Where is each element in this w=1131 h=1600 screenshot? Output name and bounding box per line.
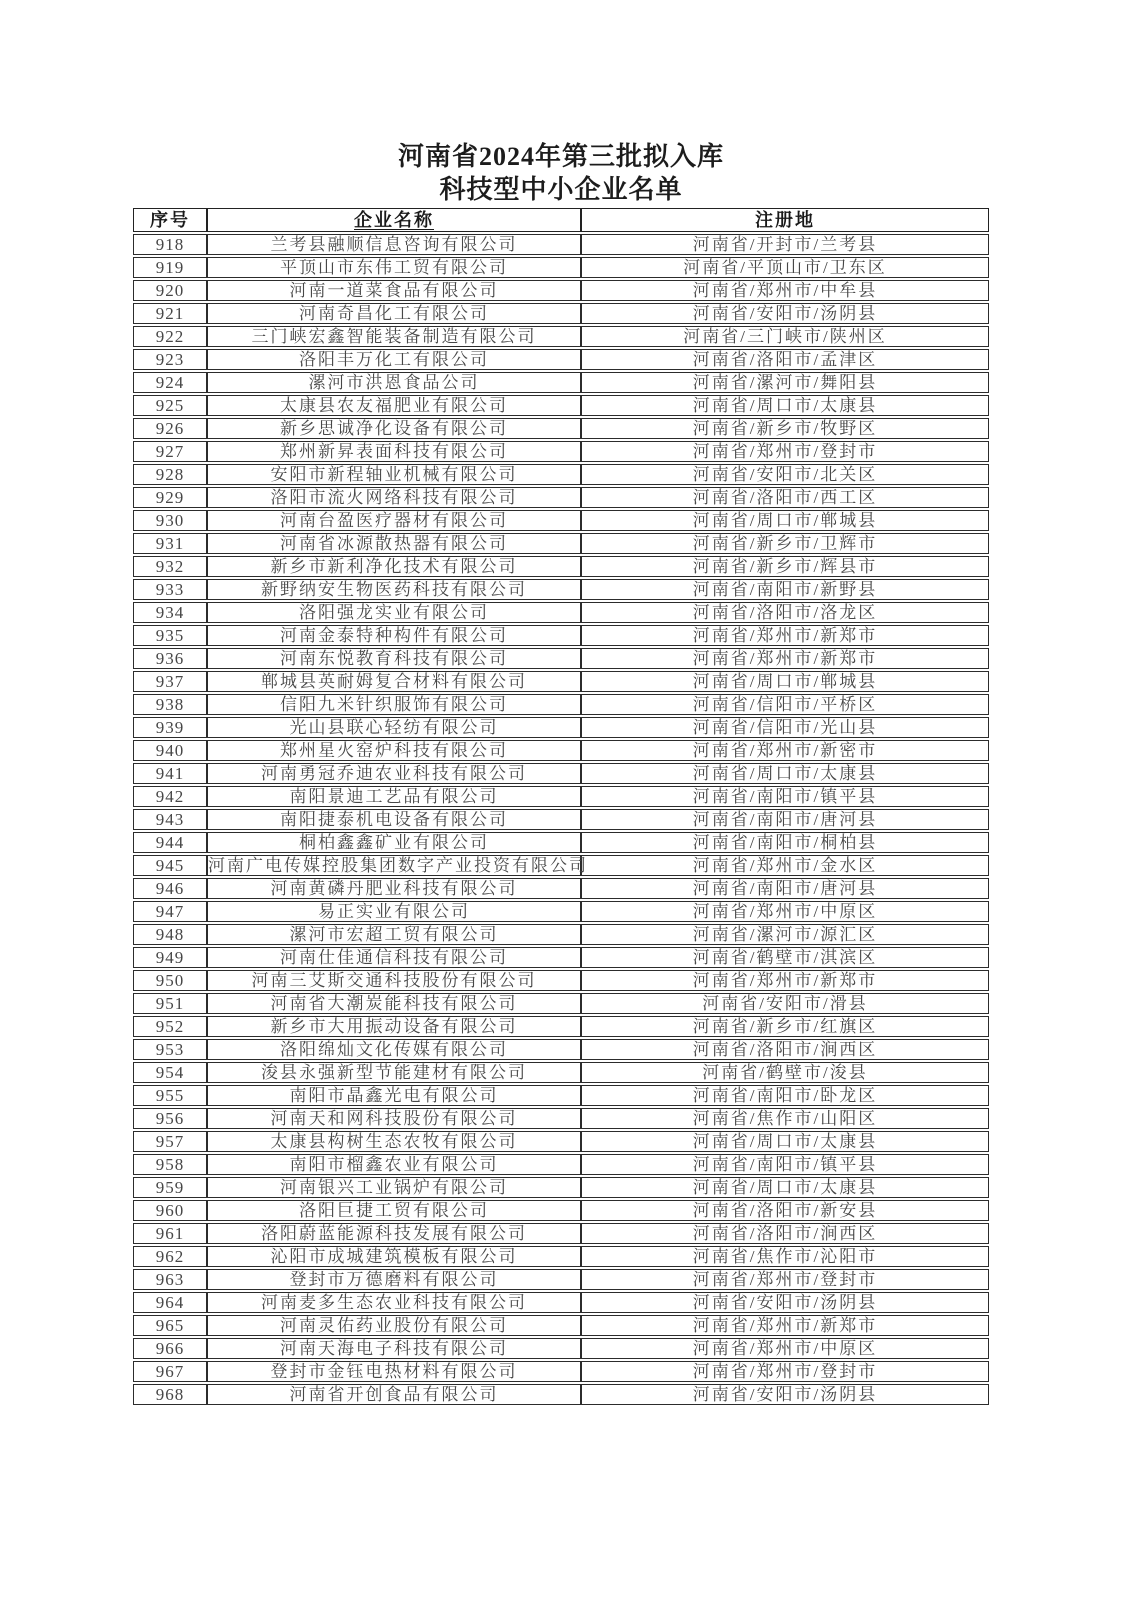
registration-cell: 河南省/三门峡市/陕州区 [581,326,989,347]
table-row [133,1200,989,1221]
table-row [133,1062,989,1083]
table-row [133,1246,989,1267]
table-row [133,1085,989,1106]
company-name-cell: 三门峡宏鑫智能装备制造有限公司 [207,326,581,347]
registration-cell: 河南省/安阳市/汤阴县 [581,303,989,324]
registration-cell: 河南省/南阳市/镇平县 [581,1154,989,1175]
table-row [133,441,989,462]
table-row [133,717,989,738]
registration-cell: 河南省/郑州市/新郑市 [581,648,989,669]
company-name-cell: 河南东悦教育科技有限公司 [207,648,581,669]
table-row [133,326,989,347]
registration-cell: 河南省/安阳市/北关区 [581,464,989,485]
serial-cell: 947 [133,901,207,922]
column-header-company-name: 企业名称 [207,208,581,232]
registration-cell: 河南省/周口市/郸城县 [581,671,989,692]
registration-cell: 河南省/新乡市/牧野区 [581,418,989,439]
serial-cell: 935 [133,625,207,646]
company-name-cell: 河南金泰特种构件有限公司 [207,625,581,646]
serial-cell: 967 [133,1361,207,1382]
table-row [133,234,989,255]
serial-cell: 968 [133,1384,207,1405]
table-row [133,1039,989,1060]
serial-cell: 921 [133,303,207,324]
table-row [133,970,989,991]
serial-cell: 924 [133,372,207,393]
table-row [133,901,989,922]
company-name-cell: 河南奇昌化工有限公司 [207,303,581,324]
company-name-cell: 浚县永强新型节能建材有限公司 [207,1062,581,1083]
serial-cell: 936 [133,648,207,669]
serial-cell: 925 [133,395,207,416]
registration-cell: 河南省/郑州市/中牟县 [581,280,989,301]
registration-cell: 河南省/南阳市/镇平县 [581,786,989,807]
table-row [133,303,989,324]
registration-cell: 河南省/洛阳市/西工区 [581,487,989,508]
registration-cell: 河南省/郑州市/中原区 [581,1338,989,1359]
serial-cell: 943 [133,809,207,830]
registration-cell: 河南省/安阳市/汤阴县 [581,1384,989,1405]
serial-cell: 937 [133,671,207,692]
table-row [133,832,989,853]
registration-cell: 河南省/郑州市/新郑市 [581,1315,989,1336]
serial-cell: 922 [133,326,207,347]
serial-cell: 918 [133,234,207,255]
document-title [133,140,989,206]
serial-cell: 938 [133,694,207,715]
company-name-cell: 漯河市洪恩食品公司 [207,372,581,393]
table-row [133,740,989,761]
company-name-cell: 易正实业有限公司 [207,901,581,922]
registration-cell: 河南省/新乡市/卫辉市 [581,533,989,554]
registration-cell: 河南省/安阳市/滑县 [581,993,989,1014]
table-row [133,1223,989,1244]
registration-cell: 河南省/南阳市/桐柏县 [581,832,989,853]
registration-cell: 河南省/新乡市/辉县市 [581,556,989,577]
company-name-cell: 登封市金钰电热材料有限公司 [207,1361,581,1382]
company-name-cell: 河南台盈医疗器材有限公司 [207,510,581,531]
company-name-cell: 新乡思诚净化设备有限公司 [207,418,581,439]
company-name-cell: 新乡市新利净化技术有限公司 [207,556,581,577]
registration-cell: 河南省/周口市/太康县 [581,395,989,416]
table-row [133,533,989,554]
serial-cell: 963 [133,1269,207,1290]
serial-cell: 949 [133,947,207,968]
registration-cell: 河南省/安阳市/汤阴县 [581,1292,989,1313]
table-row [133,1361,989,1382]
registration-cell: 河南省/郑州市/登封市 [581,441,989,462]
registration-cell: 河南省/新乡市/红旗区 [581,1016,989,1037]
serial-cell: 929 [133,487,207,508]
serial-cell: 941 [133,763,207,784]
table-row [133,648,989,669]
registration-cell: 河南省/周口市/太康县 [581,763,989,784]
company-name-cell: 河南天和网科技股份有限公司 [207,1108,581,1129]
company-name-cell: 南阳景迪工艺品有限公司 [207,786,581,807]
table-row [133,855,989,876]
table-row [133,763,989,784]
table-row [133,510,989,531]
company-name-cell: 河南省冰源散热器有限公司 [207,533,581,554]
table-row [133,1108,989,1129]
serial-cell: 933 [133,579,207,600]
company-name-cell: 河南麦多生态农业科技有限公司 [207,1292,581,1313]
table-row [133,1315,989,1336]
company-name-cell: 郑州星火窑炉科技有限公司 [207,740,581,761]
serial-cell: 958 [133,1154,207,1175]
company-name-cell: 南阳市晶鑫光电有限公司 [207,1085,581,1106]
company-name-cell: 平顶山市东伟工贸有限公司 [207,257,581,278]
registration-cell: 河南省/郑州市/登封市 [581,1361,989,1382]
company-name-cell: 沁阳市成城建筑模板有限公司 [207,1246,581,1267]
registration-cell: 河南省/洛阳市/涧西区 [581,1223,989,1244]
table-row [133,878,989,899]
registration-cell: 河南省/南阳市/唐河县 [581,878,989,899]
company-name-cell: 河南仕佳通信科技有限公司 [207,947,581,968]
company-name-cell: 太康县农友福肥业有限公司 [207,395,581,416]
table-row [133,993,989,1014]
table-row [133,947,989,968]
serial-cell: 948 [133,924,207,945]
registration-cell: 河南省/郑州市/中原区 [581,901,989,922]
registration-cell: 河南省/郑州市/登封市 [581,1269,989,1290]
registration-cell: 河南省/洛阳市/新安县 [581,1200,989,1221]
company-name-cell: 安阳市新程轴业机械有限公司 [207,464,581,485]
serial-cell: 931 [133,533,207,554]
table-row [133,556,989,577]
serial-cell: 932 [133,556,207,577]
serial-cell: 965 [133,1315,207,1336]
table-row [133,1384,989,1405]
table-row [133,786,989,807]
company-name-cell: 洛阳强龙实业有限公司 [207,602,581,623]
table-row [133,464,989,485]
serial-cell: 923 [133,349,207,370]
serial-cell: 945 [133,855,207,876]
serial-cell: 919 [133,257,207,278]
table-row [133,1016,989,1037]
company-name-cell: 登封市万德磨料有限公司 [207,1269,581,1290]
table-row [133,418,989,439]
registration-cell: 河南省/信阳市/光山县 [581,717,989,738]
table-row [133,809,989,830]
table-row [133,1177,989,1198]
registration-cell: 河南省/鹤壁市/淇滨区 [581,947,989,968]
serial-cell: 942 [133,786,207,807]
registration-cell: 河南省/郑州市/新郑市 [581,625,989,646]
table-row [133,487,989,508]
company-name-cell: 南阳市榴鑫农业有限公司 [207,1154,581,1175]
registration-cell: 河南省/洛阳市/涧西区 [581,1039,989,1060]
table-row [133,671,989,692]
company-name-cell: 新野纳安生物医药科技有限公司 [207,579,581,600]
table-row [133,1154,989,1175]
company-name-cell: 新乡市大用振动设备有限公司 [207,1016,581,1037]
company-name-cell: 河南灵佑药业股份有限公司 [207,1315,581,1336]
serial-cell: 954 [133,1062,207,1083]
company-name-cell: 洛阳巨捷工贸有限公司 [207,1200,581,1221]
company-name-cell: 河南黄磷丹肥业科技有限公司 [207,878,581,899]
document-title-line-1: 河南省2024年第三批拟入库 [397,142,724,171]
registration-cell: 河南省/南阳市/唐河县 [581,809,989,830]
serial-cell: 955 [133,1085,207,1106]
serial-cell: 928 [133,464,207,485]
company-name-cell: 洛阳绵灿文化传媒有限公司 [207,1039,581,1060]
company-name-cell: 太康县构树生态农牧有限公司 [207,1131,581,1152]
company-name-cell: 河南银兴工业锅炉有限公司 [207,1177,581,1198]
registration-cell: 河南省/开封市/兰考县 [581,234,989,255]
serial-cell: 927 [133,441,207,462]
company-name-cell: 光山县联心轻纺有限公司 [207,717,581,738]
table-row [133,625,989,646]
company-name-cell: 洛阳丰万化工有限公司 [207,349,581,370]
serial-cell: 920 [133,280,207,301]
company-name-cell: 信阳九米针织服饰有限公司 [207,694,581,715]
registration-cell: 河南省/鹤壁市/浚县 [581,1062,989,1083]
table-row [133,257,989,278]
registration-cell: 河南省/周口市/太康县 [581,1131,989,1152]
serial-cell: 950 [133,970,207,991]
company-table [133,206,989,1407]
registration-cell: 河南省/周口市/太康县 [581,1177,989,1198]
registration-cell: 河南省/漯河市/舞阳县 [581,372,989,393]
registration-cell: 河南省/郑州市/新密市 [581,740,989,761]
serial-cell: 959 [133,1177,207,1198]
company-name-cell: 郸城县英耐姆复合材料有限公司 [207,671,581,692]
serial-cell: 960 [133,1200,207,1221]
registration-cell: 河南省/漯河市/源汇区 [581,924,989,945]
serial-cell: 952 [133,1016,207,1037]
column-header-serial: 序号 [133,208,207,232]
company-name-cell: 兰考县融顺信息咨询有限公司 [207,234,581,255]
table-row [133,694,989,715]
column-header-registration: 注册地 [581,208,989,232]
table-header-row [133,208,989,232]
company-name-cell: 河南省开创食品有限公司 [207,1384,581,1405]
table-row [133,349,989,370]
company-name-cell: 河南勇冠乔迪农业科技有限公司 [207,763,581,784]
serial-cell: 930 [133,510,207,531]
serial-cell: 953 [133,1039,207,1060]
company-name-cell: 洛阳蔚蓝能源科技发展有限公司 [207,1223,581,1244]
table-row [133,1269,989,1290]
serial-cell: 939 [133,717,207,738]
table-row [133,579,989,600]
table-row [133,1338,989,1359]
registration-cell: 河南省/周口市/郸城县 [581,510,989,531]
serial-cell: 964 [133,1292,207,1313]
company-name-cell: 洛阳市流火网络科技有限公司 [207,487,581,508]
registration-cell: 河南省/洛阳市/孟津区 [581,349,989,370]
registration-cell: 河南省/洛阳市/洛龙区 [581,602,989,623]
serial-cell: 961 [133,1223,207,1244]
company-name-cell: 桐柏鑫鑫矿业有限公司 [207,832,581,853]
registration-cell: 河南省/平顶山市/卫东区 [581,257,989,278]
serial-cell: 940 [133,740,207,761]
serial-cell: 962 [133,1246,207,1267]
company-name-cell: 河南省大潮炭能科技有限公司 [207,993,581,1014]
registration-cell: 河南省/焦作市/沁阳市 [581,1246,989,1267]
company-name-cell: 河南一道菜食品有限公司 [207,280,581,301]
document-title-line-2: 科技型中小企业名单 [439,175,683,204]
registration-cell: 河南省/郑州市/金水区 [581,855,989,876]
table-row [133,602,989,623]
registration-cell: 河南省/焦作市/山阳区 [581,1108,989,1129]
company-name-cell: 河南天海电子科技有限公司 [207,1338,581,1359]
company-name-cell: 漯河市宏超工贸有限公司 [207,924,581,945]
company-table-body [133,234,989,1405]
company-name-cell: 河南三艾斯交通科技股份有限公司 [207,970,581,991]
table-row [133,1292,989,1313]
registration-cell: 河南省/郑州市/新郑市 [581,970,989,991]
table-row [133,924,989,945]
serial-cell: 934 [133,602,207,623]
table-row [133,1131,989,1152]
serial-cell: 946 [133,878,207,899]
company-name-cell: 郑州新昇表面科技有限公司 [207,441,581,462]
registration-cell: 河南省/南阳市/卧龙区 [581,1085,989,1106]
table-row [133,372,989,393]
registration-cell: 河南省/南阳市/新野县 [581,579,989,600]
table-row [133,395,989,416]
table-row [133,280,989,301]
serial-cell: 926 [133,418,207,439]
company-name-cell: 河南广电传媒控股集团数字产业投资有限公司 [208,856,588,875]
company-name-cell: 南阳捷泰机电设备有限公司 [207,809,581,830]
serial-cell: 966 [133,1338,207,1359]
serial-cell: 951 [133,993,207,1014]
serial-cell: 956 [133,1108,207,1129]
serial-cell: 957 [133,1131,207,1152]
registration-cell: 河南省/信阳市/平桥区 [581,694,989,715]
serial-cell: 944 [133,832,207,853]
